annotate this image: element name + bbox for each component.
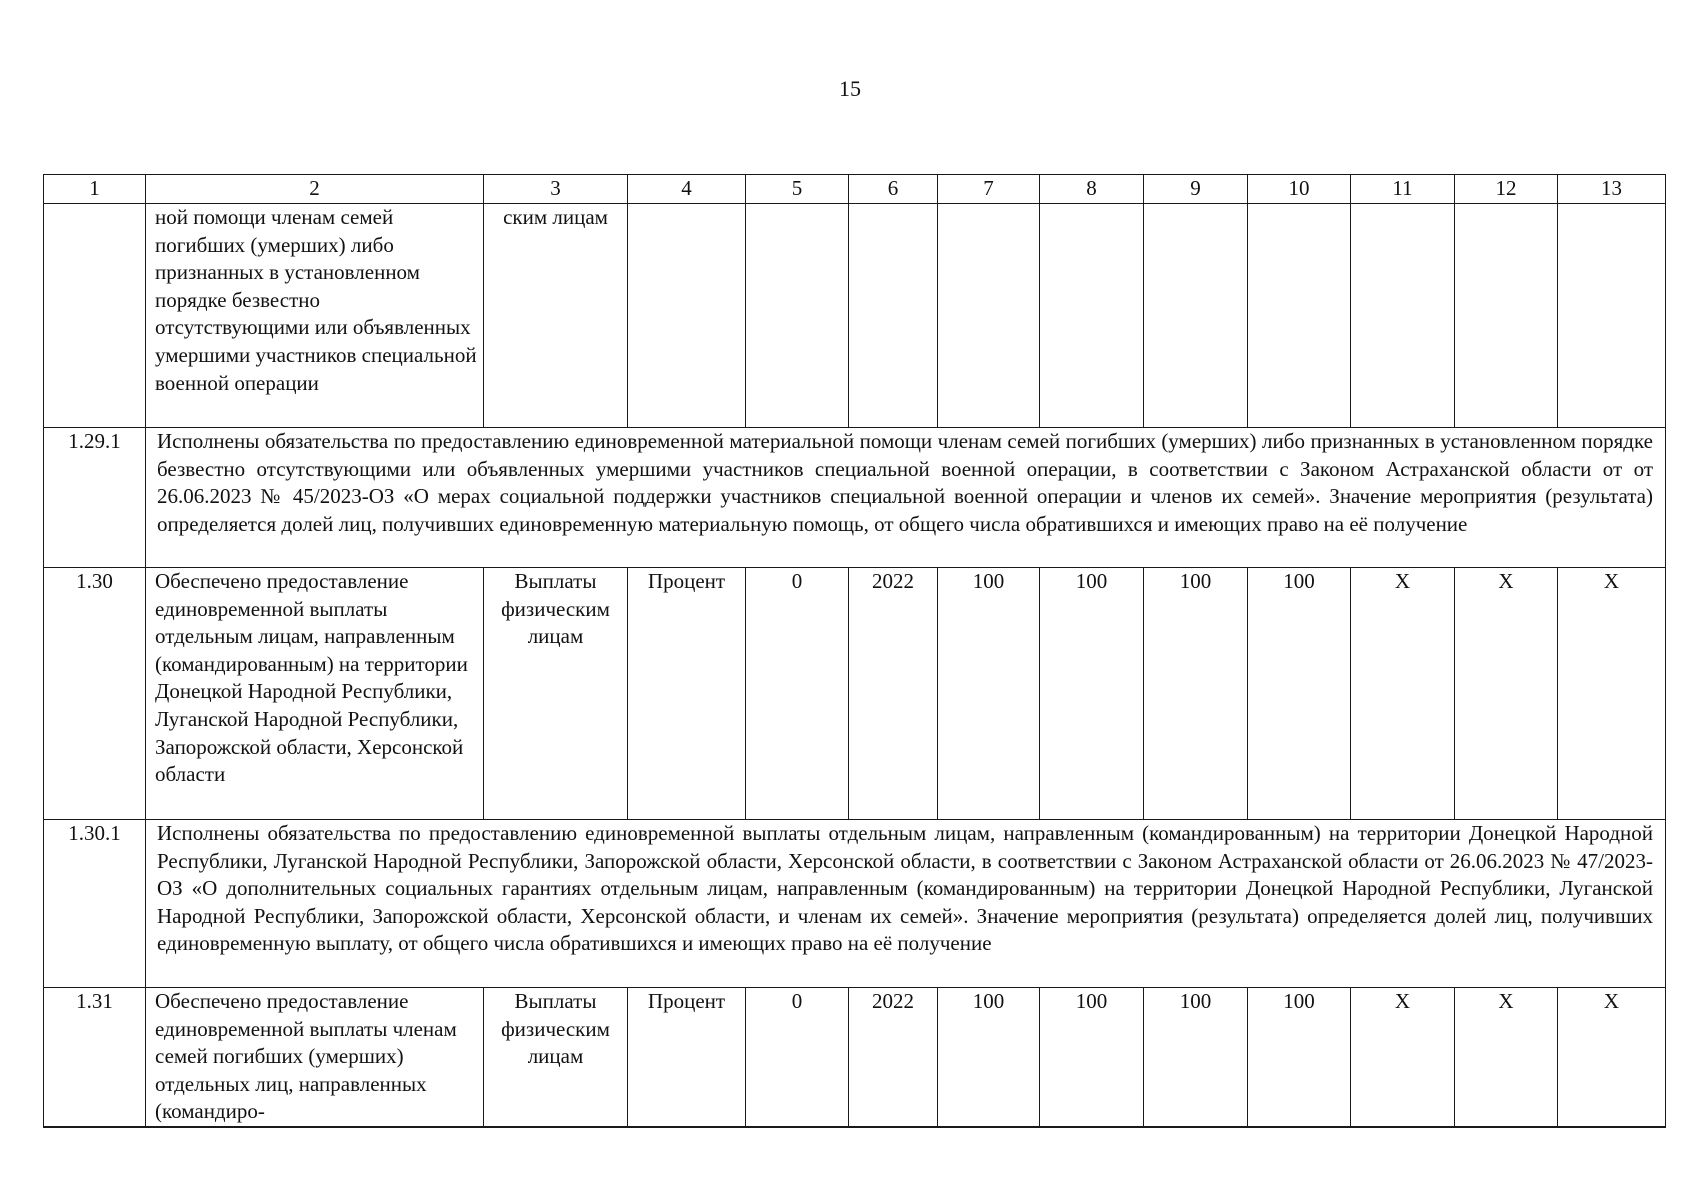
empty-cell xyxy=(1455,204,1558,428)
column-header-2: 2 xyxy=(146,175,484,204)
value-col9-cell: 100 xyxy=(1144,988,1248,1127)
measure-name-cell: Обеспечено предоставление единовременной выплаты отдельным лицам, направленным (командированным) на территории Донецкой Народной Республики, Луганской Народной Республики, Запорожской области, Херсонской области xyxy=(146,568,484,820)
value-col11-cell: Х xyxy=(1351,568,1455,820)
empty-cell xyxy=(938,204,1040,428)
value-col12-cell: Х xyxy=(1455,988,1558,1127)
value-col10-cell: 100 xyxy=(1248,988,1351,1127)
measure-name-cell: ной помощи членам семей погибших (умерших) либо признанных в установленном порядке безвестно отсутствующими или объявленных умершими участников специальной военной операции xyxy=(146,204,484,428)
table-row-1-29-1 xyxy=(44,428,1666,568)
value-col7-cell: 100 xyxy=(938,988,1040,1127)
row-number-cell: 1.30 xyxy=(44,568,146,820)
empty-cell xyxy=(1040,204,1144,428)
column-header-6: 6 xyxy=(849,175,938,204)
table-row-1-31 xyxy=(44,988,1666,1127)
empty-cell xyxy=(746,204,849,428)
page-number: 15 xyxy=(839,76,861,101)
row-number-cell: 1.30.1 xyxy=(44,820,146,988)
column-header-7: 7 xyxy=(938,175,1040,204)
value-col10-cell: 100 xyxy=(1248,568,1351,820)
base-year-cell: 2022 xyxy=(849,988,938,1127)
table-header-row xyxy=(44,175,1666,204)
table-row-continuation xyxy=(44,204,1666,428)
value-col7-cell: 100 xyxy=(938,568,1040,820)
value-col8-cell: 100 xyxy=(1040,568,1144,820)
empty-cell xyxy=(628,204,746,428)
unit-cell: Процент xyxy=(628,568,746,820)
unit-cell: Процент xyxy=(628,988,746,1127)
result-description-cell: Исполнены обязательства по предоставлению единовременной материальной помощи членам семей погибших (умерших) либо признанных в установленном порядке безвестно отсутствующими или объявленных умершими участников специальной военной операции, в соответствии с Законом Астраханской области от от 26.06.2023 № 45/2023-ОЗ «О мерах социальной поддержки участников специальной военной операции и членов их семей». Значение мероприятия (результата) определяется долей лиц, получивших единовременную материальную помощь, от общего числа обратившихся и имеющих право на её получение xyxy=(146,428,1666,568)
column-header-4: 4 xyxy=(628,175,746,204)
column-header-11: 11 xyxy=(1351,175,1455,204)
column-header-1: 1 xyxy=(44,175,146,204)
measure-type-cell: ским лицам xyxy=(484,204,628,428)
measures-table xyxy=(43,174,1666,1128)
base-value-cell: 0 xyxy=(746,988,849,1127)
empty-cell xyxy=(1351,204,1455,428)
value-col13-cell: Х xyxy=(1558,988,1666,1127)
value-col8-cell: 100 xyxy=(1040,988,1144,1127)
row-number-cell xyxy=(44,204,146,428)
column-header-8: 8 xyxy=(1040,175,1144,204)
value-col12-cell: Х xyxy=(1455,568,1558,820)
column-header-12: 12 xyxy=(1455,175,1558,204)
base-value-cell: 0 xyxy=(746,568,849,820)
value-col9-cell: 100 xyxy=(1144,568,1248,820)
empty-cell xyxy=(1248,204,1351,428)
column-header-5: 5 xyxy=(746,175,849,204)
row-number-cell: 1.29.1 xyxy=(44,428,146,568)
column-header-13: 13 xyxy=(1558,175,1666,204)
row-number-cell: 1.31 xyxy=(44,988,146,1127)
measure-type-cell: Выплаты физическим лицам xyxy=(484,568,628,820)
measure-type-cell: Выплаты физическим лицам xyxy=(484,988,628,1127)
column-header-9: 9 xyxy=(1144,175,1248,204)
table-row-1-30-1 xyxy=(44,820,1666,988)
base-year-cell: 2022 xyxy=(849,568,938,820)
table-row-1-30 xyxy=(44,568,1666,820)
column-header-10: 10 xyxy=(1248,175,1351,204)
column-header-3: 3 xyxy=(484,175,628,204)
empty-cell xyxy=(1558,204,1666,428)
empty-cell xyxy=(1144,204,1248,428)
value-col13-cell: Х xyxy=(1558,568,1666,820)
result-description-cell: Исполнены обязательства по предоставлению единовременной выплаты отдельным лицам, направленным (командированным) на территории Донецкой Народной Республики, Луганской Народной Республики, Запорожской области, Херсонской области, в соответствии с Законом Астраханской области от 26.06.2023 № 47/2023-ОЗ «О дополнительных социальных гарантиях отдельным лицам, направленным (командированным) на территории Донецкой Народной Республики, Луганской Народной Республики, Запорожской области, Херсонской области, и членам их семей». Значение мероприятия (результата) определяется долей лиц, получивших единовременную выплату, от общего числа обратившихся и имеющих право на её получение xyxy=(146,820,1666,988)
measure-name-cell: Обеспечено предоставление единовременной выплаты членам семей погибших (умерших) отдельных лиц, направленных (командиро- xyxy=(146,988,484,1127)
value-col11-cell: Х xyxy=(1351,988,1455,1127)
empty-cell xyxy=(849,204,938,428)
